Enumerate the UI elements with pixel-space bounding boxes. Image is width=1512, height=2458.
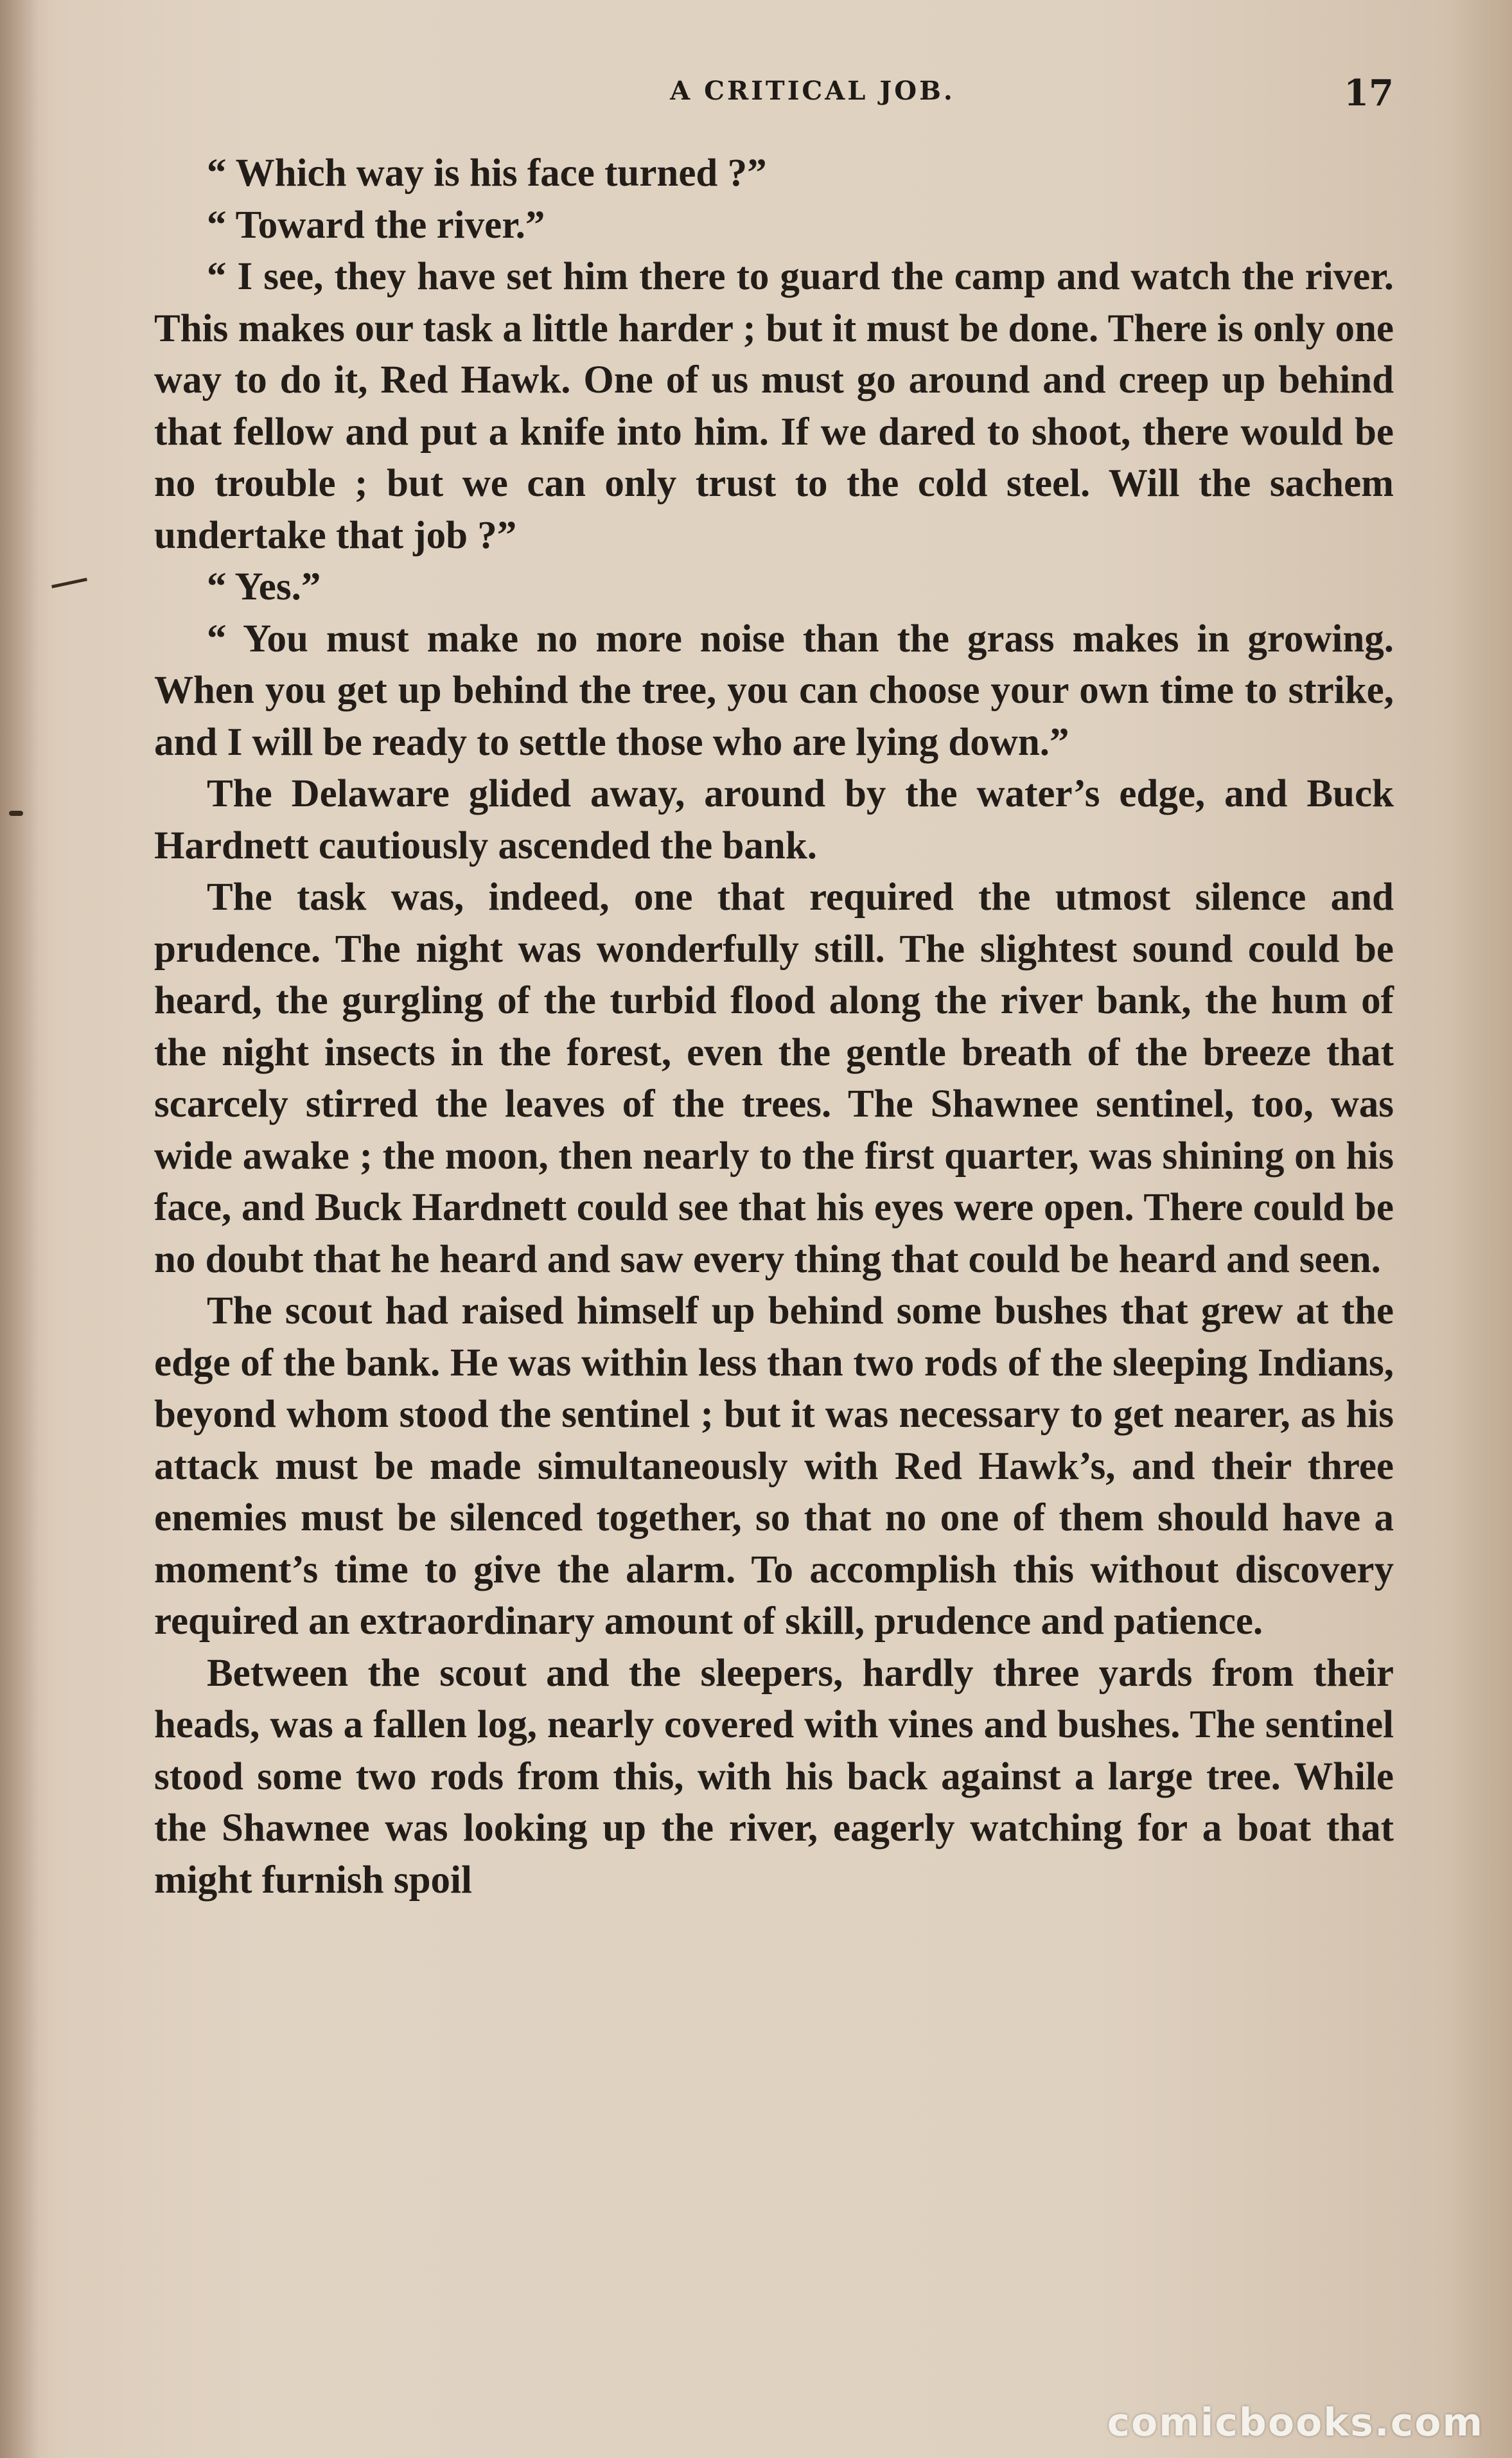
paragraph: Between the scout and the sleepers, hardly three yards from their heads, was a fallen log, nearly covered with vines and bushes. The sentinel stood some two rods from this, with his back against a large tree. While the Shawnee was looking up the river, eagerly watching for a boat that might furnish spoil bbox=[154, 1651, 1394, 1902]
paragraph: “ I see, they have set him there to guard the camp and watch the river. This makes our task a little harder ; but it must be done. There is only one way to do it, Red Hawk. One of us must go around and creep up behind that fellow and put a knife into him. If we dared to shoot, there would be no trouble ; but we can only trust to the cold steel. Will the sachem undertake that job ?” bbox=[154, 255, 1394, 557]
margin-mark bbox=[9, 811, 23, 816]
paragraph: “ Toward the river.” bbox=[207, 203, 545, 247]
paragraph: The Delaware glided away, around by the water’s edge, and Buck Hardnett cautiously ascended the bank. bbox=[154, 772, 1394, 867]
gutter-shadow bbox=[0, 0, 39, 2458]
body-text bbox=[154, 148, 1394, 1906]
paragraph: The scout had raised himself up behind some bushes that grew at the edge of the bank. He was within less than two rods of the sleeping Indians, beyond whom stood the sentinel ; but it was necessary to get nearer, as his attack must be made simultaneously with Red Hawk’s, and their three enemies must be silenced together, so that no one of them should have a moment’s time to give the alarm. To accomplish this without discovery required an extraordinary amount of skill, prudence and patience. bbox=[154, 1289, 1394, 1643]
margin-mark bbox=[51, 578, 87, 588]
watermark: comicbooks.com bbox=[1107, 2400, 1484, 2445]
paragraph: The task was, indeed, one that required the utmost silence and prudence. The night was wonderfully still. The slightest sound could be heard, the gurgling of the turbid flood along the river bank, the hum of the night insects in the forest, even the gentle breath of the breeze that scarcely stirred the leaves of the trees. The Shawnee sentinel, too, was wide awake ; the moon, then nearly to the first quarter, was shining on his face, and Buck Hardnett could see that his eyes were open. There could be no doubt that he heard and saw every thing that could be heard and seen. bbox=[154, 876, 1394, 1281]
paragraph: “ You must make no more noise than the grass makes in growing. When you get up behind the tree, you can choose your own time to strike, and I will be ready to settle those who are lying down.” bbox=[154, 617, 1394, 764]
page-number: 17 bbox=[1344, 72, 1394, 114]
running-title: A CRITICAL JOB. bbox=[670, 76, 955, 106]
page-header bbox=[154, 72, 1394, 127]
paragraph: “ Yes.” bbox=[207, 565, 321, 608]
paragraph: “ Which way is his face turned ?” bbox=[207, 152, 767, 195]
